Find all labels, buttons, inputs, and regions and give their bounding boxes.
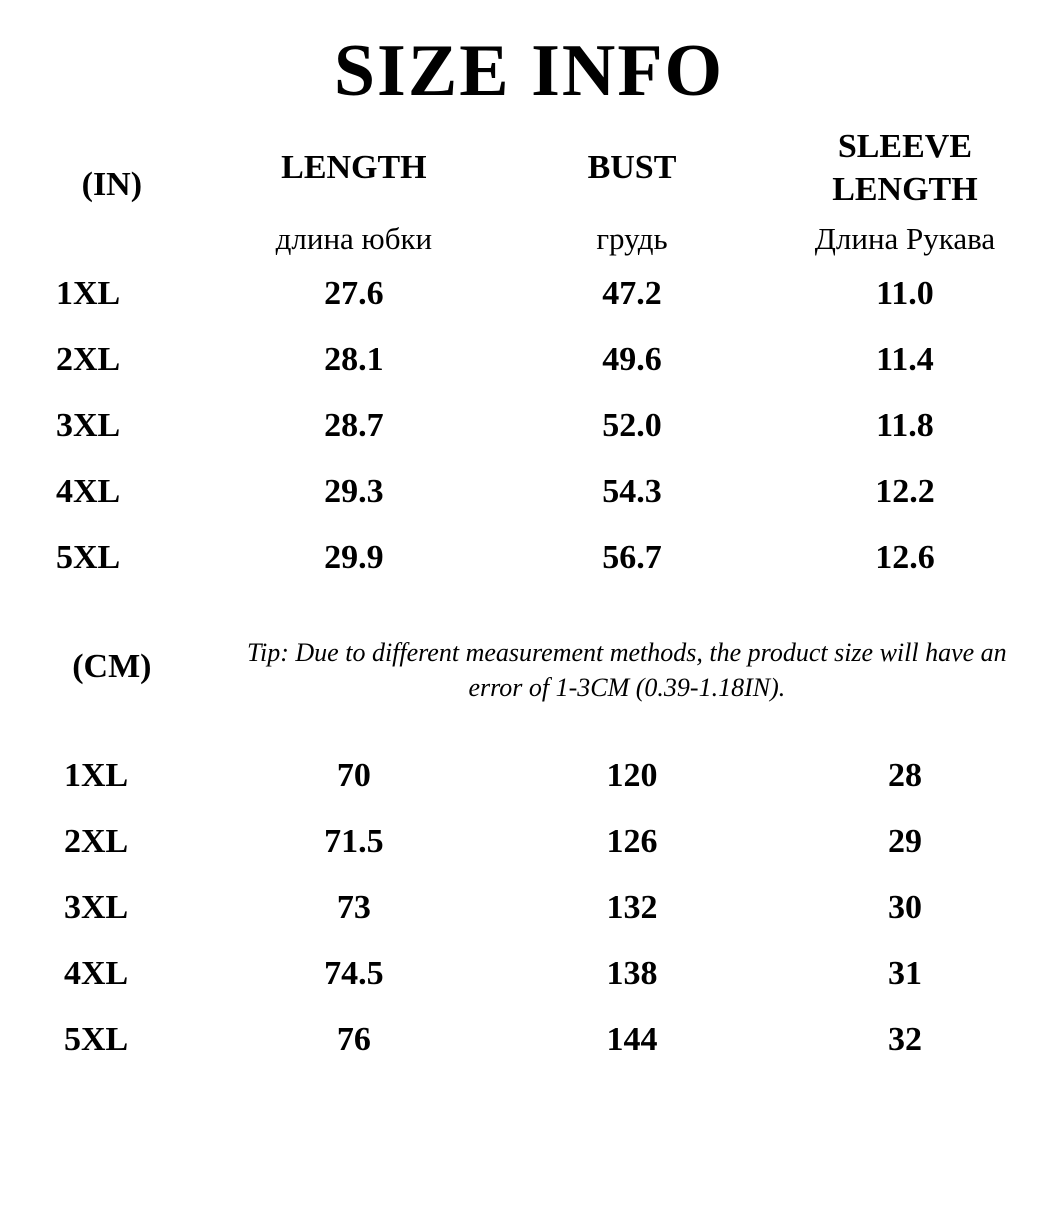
row-size-label: 2XL (64, 823, 129, 861)
row-bust-value: 132 (606, 889, 658, 927)
row-sleeve-value: 11.4 (876, 341, 934, 378)
measurement-tip: Tip: Due to different measurement methods, the product size will have an error of 1-3CM (0.39-1.18IN). (247, 638, 1007, 703)
table-header-row (14, 108, 1044, 211)
table-row (14, 1007, 1044, 1073)
row-bust-value: 138 (606, 955, 658, 993)
row-length-value: 76 (336, 1021, 371, 1059)
row-sleeve-value: 12.2 (875, 473, 935, 510)
row-sleeve-value: 12.6 (875, 539, 935, 576)
page-title: SIZE INFO (333, 30, 725, 112)
table-row (14, 261, 1044, 327)
row-sleeve-value: 32 (887, 1021, 922, 1059)
row-size-label: 4XL (64, 955, 129, 993)
table-row (14, 941, 1044, 1007)
column-header-sleeve-length: SLEEVE LENGTH (832, 128, 978, 208)
row-length-value: 74.5 (324, 955, 384, 993)
row-size-label: 5XL (56, 539, 121, 576)
row-bust-value: 126 (606, 823, 658, 861)
table-row (14, 743, 1044, 809)
table-row (14, 875, 1044, 941)
row-sleeve-value: 30 (887, 889, 922, 927)
column-header-length-ru: длина юбки (275, 221, 433, 256)
row-bust-value: 56.7 (602, 539, 662, 576)
column-header-sleeve-length-ru: Длина Рукава (814, 221, 996, 256)
column-header-length: LENGTH (281, 149, 427, 187)
table-row (14, 327, 1044, 393)
row-bust-value: 52.0 (602, 407, 662, 444)
row-length-value: 29.3 (324, 473, 384, 510)
row-bust-value: 120 (606, 757, 658, 795)
row-size-label: 3XL (64, 889, 129, 927)
column-header-bust-ru: грудь (596, 221, 668, 256)
row-length-value: 27.6 (324, 275, 384, 312)
table-row (14, 525, 1044, 591)
unit-header-inches: (IN) (81, 165, 143, 203)
row-size-label: 4XL (56, 473, 121, 510)
row-length-value: 28.1 (324, 341, 384, 378)
row-size-label: 1XL (56, 275, 121, 312)
row-length-value: 70 (336, 757, 371, 795)
row-sleeve-value: 11.0 (876, 275, 934, 312)
row-sleeve-value: 29 (887, 823, 922, 861)
row-bust-value: 144 (606, 1021, 658, 1059)
size-chart-page (0, 30, 1058, 1209)
row-sleeve-value: 31 (887, 955, 922, 993)
column-header-bust: BUST (587, 149, 677, 187)
row-length-value: 73 (336, 889, 371, 927)
row-length-value: 28.7 (324, 407, 384, 444)
row-bust-value: 47.2 (602, 275, 662, 312)
row-size-label: 2XL (56, 341, 121, 378)
row-bust-value: 54.3 (602, 473, 662, 510)
row-length-value: 71.5 (324, 823, 384, 861)
row-length-value: 29.9 (324, 539, 384, 576)
table-row (14, 809, 1044, 875)
unit-header-cm: (CM) (72, 648, 152, 686)
measurement-tip-row (14, 613, 1044, 721)
table-row (14, 459, 1044, 525)
table-spacer (14, 591, 1044, 613)
table-row (14, 393, 1044, 459)
size-info-table (14, 108, 1044, 1073)
row-bust-value: 49.6 (602, 341, 662, 378)
row-size-label: 5XL (64, 1021, 129, 1059)
table-spacer (14, 721, 1044, 743)
row-size-label: 1XL (64, 757, 129, 795)
row-sleeve-value: 28 (887, 757, 922, 795)
row-sleeve-value: 11.8 (876, 407, 934, 444)
row-size-label: 3XL (56, 407, 121, 444)
